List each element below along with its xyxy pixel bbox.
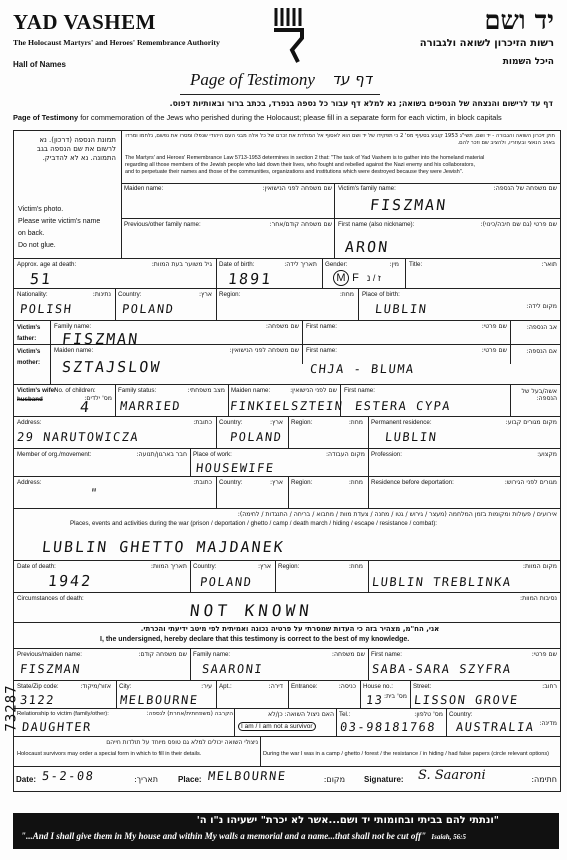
label-first-name-heb: שם פרטי (גם שם חיבה/כינוי): (480, 221, 557, 228)
div-zip (116, 680, 117, 708)
value-address-2: " (89, 486, 100, 500)
label-state-zip-heb: אזור/מיקוד: (80, 683, 111, 690)
label-tel: Tel.: (339, 711, 351, 718)
form-title: Page of Testimony (190, 70, 315, 89)
label-wife-b: husband (17, 396, 43, 403)
value-places: LUBLIN GHETTO MAJDANEK (41, 538, 286, 556)
div-house (410, 680, 411, 708)
label-pob-heb: מקום לידה: (526, 303, 557, 310)
label-pob: Place of birth: (362, 291, 400, 298)
label-relationship: Relationship to victim (family/other): (17, 711, 109, 717)
value-relation: DAUGHTER (21, 720, 93, 734)
value-work: HOUSEWIFE (195, 461, 276, 475)
label-places-heb: אירועים / פעולות ומקומות בזמן המלחמה (מעצר / גירוש / גטו / מחנה / צעדת מוות / מחבוא / בריחה / התנגדות / לחימה): (237, 511, 557, 518)
value-pob: LUBLIN (374, 302, 429, 316)
label-sub-first-heb: שם פרטי: (531, 651, 557, 658)
label-address: Address: (17, 419, 42, 426)
label-dob-heb: תאריך לידה: (284, 261, 317, 268)
value-spouse-maiden: FINKIELSZTEIN (229, 399, 345, 413)
label-dod-heb: תאריך המוות: (150, 563, 187, 570)
label-signature-heb: חתימה: (531, 775, 557, 784)
rule-3 (13, 258, 560, 259)
div-1 (334, 183, 335, 258)
div-addr2 (216, 476, 217, 508)
label-mother-maiden: Maiden name: (54, 347, 94, 354)
label-mother-heb: אם הנספה: (526, 348, 557, 355)
label-children: No. of children: (54, 387, 96, 394)
div-addr (216, 416, 217, 448)
rule-13 (13, 592, 560, 593)
div-note (260, 736, 261, 766)
title-underline (180, 94, 380, 95)
value-sub-family: SAARONI (201, 662, 264, 676)
div-region (358, 288, 359, 320)
label-first-name: First name (also nickname): (338, 221, 415, 228)
rule-9 (13, 448, 560, 449)
label-children-heb: מס' ילדים: (84, 395, 112, 402)
label-city: City: (119, 683, 132, 690)
div-tel (446, 708, 447, 736)
label-profession-heb: מקצוע: (537, 451, 557, 458)
div-nat (115, 288, 116, 320)
gender-m-circled[interactable]: M (333, 270, 349, 286)
label-spouse-heb: אשה/בעל של הנספה: (521, 388, 557, 402)
label-addr-region: Region: (291, 419, 313, 426)
label-sub-prev: Previous/maiden name: (17, 651, 83, 658)
label-prev-name: Previous/other family name: (124, 221, 201, 228)
label-country: Country: (118, 291, 142, 298)
rule-6 (13, 344, 560, 345)
rule-7 (13, 384, 560, 385)
label-city-heb: עיר: (201, 683, 212, 690)
label-maiden-name-heb: שם משפחה לפני הנישואין: (262, 185, 332, 192)
survivor-note: Holocaust survivors may order a special form in which to fill in their details. (17, 751, 202, 757)
label-house-no-heb: מס' בית: (384, 693, 407, 700)
label-father-family: Family name: (54, 323, 92, 330)
label-country-2: Country: (449, 711, 473, 718)
div-dod (190, 560, 191, 592)
rule-5 (13, 320, 560, 321)
label-perm-res: Permanent residence: (371, 419, 432, 426)
label-mother-first-heb: שם פרטי: (481, 347, 507, 354)
label-entrance: Entrance: (291, 683, 318, 690)
quote-banner (13, 813, 559, 849)
div-gender (405, 258, 406, 288)
value-nationality: POLISH (19, 302, 74, 316)
label-father-b: father: (17, 335, 37, 342)
survivor-option[interactable] (238, 722, 316, 731)
label-prev-name-heb: שם משפחה קודם/אחר: (269, 221, 332, 228)
div-city (216, 680, 217, 708)
label-addr2-region-heb: מחוז: (348, 479, 363, 486)
heb-org-subtitle: רשות הזיכרון לשואה ולגבורה (419, 38, 554, 49)
banner-ref: Isaiah, 56:5 (431, 833, 467, 841)
photo-l3: on back. (18, 230, 45, 237)
label-spouse-first: First name: (344, 387, 375, 394)
law-en-2: regarding all those members of the Jewish people who laid down their lives, who fought and rebelled against the Nazi enemy and his collaborators, (125, 162, 475, 168)
value-first-name: ARON (344, 238, 391, 256)
label-approx-age: Approx. age at death: (17, 261, 77, 268)
div-dod-country (275, 560, 276, 592)
label-profession: Profession: (371, 451, 402, 458)
div-father-first (302, 320, 303, 364)
label-region-heb: מחוז: (339, 291, 354, 298)
heb-org-name: יד ושם (484, 6, 554, 36)
label-country-heb: ארץ: (198, 291, 212, 298)
label-addr-country-heb: ארץ: (269, 419, 283, 426)
div-entr (360, 680, 361, 708)
label-entrance-heb: כניסה: (338, 683, 356, 690)
rule-8 (13, 416, 560, 417)
label-nationality-heb: נתינות: (92, 291, 111, 298)
value-tel: 03-98181768 (339, 720, 437, 734)
rule-18 (13, 736, 560, 737)
label-tel-heb: מס' טלפון: (414, 711, 443, 718)
value-circ: NOT KNOWN (189, 601, 314, 620)
label-apt-heb: דירה: (268, 683, 283, 690)
label-place: Place: (178, 775, 202, 784)
value-zip: 3122 (19, 693, 56, 707)
rule-2 (121, 218, 560, 219)
yad-vashem-logo-icon (268, 4, 308, 66)
label-place-heb: מקום: (323, 775, 345, 784)
rule-4 (13, 288, 560, 289)
value-place: MELBOURNE (207, 769, 288, 783)
rule-12 (13, 560, 560, 561)
label-address-2: Address: (17, 479, 42, 486)
label-approx-age-heb: גיל משוער בעת המוות: (151, 261, 212, 268)
label-father-family-heb: שם משפחה: (265, 323, 299, 330)
label-father-a: Victim's (17, 324, 41, 331)
div-country (216, 288, 217, 320)
rule-17 (13, 708, 560, 709)
value-dod: 1942 (47, 572, 94, 590)
rule-19 (13, 766, 560, 767)
label-sub-prev-heb: שם משפחה קודם: (138, 651, 187, 658)
survivor-text: I am / I am not a survivor (241, 723, 313, 730)
value-date: 5-2-08 (41, 769, 96, 783)
label-sub-family: Family name: (193, 651, 231, 658)
rule-1 (121, 183, 560, 184)
label-dod-country: Country: (193, 563, 217, 570)
label-pod-heb: מקום המוות: (522, 563, 557, 570)
banner-heb: "ונתתי להם בביתי ובחומותי יד ושם...אשר לא יכרת" ישעיהו נ"ו ה' (196, 815, 499, 826)
label-nationality: Nationality: (17, 291, 48, 298)
label-apt: Apt.: (219, 683, 232, 690)
label-circ-heb: נסיבות המוות: (520, 595, 557, 602)
label-sub-family-heb: שם משפחה: (331, 651, 365, 658)
label-wife-a: Victim's wife/ (17, 387, 56, 394)
value-age: 51 (29, 270, 54, 288)
declare-en: I, the undersigned, hereby declare that this testimony is correct to the best of my knowledge. (100, 636, 410, 643)
law-en-1: The Martyrs' and Heroes' Remembrance Law 5713-1953 determines in section 2 that: "The task of Yad Vashem is to gather into the homeland material (125, 155, 485, 161)
label-family-status: Family status: (118, 387, 157, 394)
rule-16 (13, 680, 560, 681)
label-relationship-heb: הקרבה (משפחתית/אחרת) לנספה: (146, 711, 233, 717)
label-work-heb: מקום העבודה: (325, 451, 365, 458)
label-title: Title: (409, 261, 423, 268)
declare-heb: אני, הח"מ, מצהיר בזה כי העדות שמסרתי על פרטיה נכונה ואמיתית לפי מיטב ידיעתי והכרתי. (140, 625, 440, 633)
label-sub-first: First name: (371, 651, 402, 658)
label-mother-b: mother: (17, 359, 41, 366)
label-father-heb: אב הנספה: (526, 324, 557, 331)
label-perm-res-heb: מקום מגורים קבוע: (505, 419, 557, 426)
gender-heb-options: ז / נ (366, 273, 381, 283)
intro-heb: דף עד לרישום והנצחה של הנספים בשואה; נא למלא דף עבור כל נספה בנפרד, בכתב ברור ובאותיות דפוס. (169, 99, 553, 108)
form-title-heb: דף עד (331, 70, 372, 88)
label-street-heb: רחוב: (542, 683, 557, 690)
value-dod-country: POLAND (199, 575, 254, 589)
div-work (368, 448, 369, 476)
label-addr2-country: Country: (219, 479, 243, 486)
intro-en (13, 113, 502, 122)
label-victim-family-heb: שם משפחה של הנספה: (493, 185, 557, 192)
label-gender-heb: מין: (389, 261, 399, 268)
label-mother-a: Victim's (17, 348, 41, 355)
label-address-2-heb: כתובת: (193, 479, 212, 486)
law-heb: חוק זיכרון השואה והגבורה - יד ושם, תשי"ג 1953 קובע בסעיף מס' 2 כי תפקידו של יד ושם הוא לאסוף אל המולדת את זכרם של כל אלה מבני העם היהודי שנפלו ומסרו את נפשם, נלחמו ומרדו באויב הנאצי ובעוזריו, ולהציב שם וזכר להם. (125, 133, 555, 146)
banner-en (21, 831, 466, 841)
label-gender: Gender: (325, 261, 348, 268)
label-dod-region: Region: (278, 563, 300, 570)
photo-divider (121, 131, 122, 258)
label-date: Date: (16, 775, 37, 784)
label-survivor-heb: האם ניצול השואה: כן/לא (268, 711, 334, 718)
label-father-first-heb: שם פרטי: (481, 323, 507, 330)
div-father (50, 320, 51, 384)
value-mother-first: CHJA - BLUMA (309, 362, 416, 376)
label-dod-region-heb: מחוז: (348, 563, 363, 570)
div-addr2-res (368, 476, 369, 508)
div-sub1 (190, 648, 191, 680)
gender-f[interactable]: F (352, 272, 359, 284)
label-circ: Circumstances of death: (17, 595, 84, 602)
value-addr-country: POLAND (229, 430, 284, 444)
label-dob: Date of birth: (219, 261, 255, 268)
label-addr2-country-heb: ארץ: (269, 479, 283, 486)
value-sub-prev: FISZMAN (19, 662, 82, 676)
label-victim-family: Victim's family name: (338, 185, 396, 192)
value-sub-country: AUSTRALIA (455, 720, 536, 734)
label-maiden-name: Maiden name: (124, 185, 164, 192)
photo-l4: Do not glue. (18, 242, 56, 249)
gender-options (333, 270, 381, 286)
label-dod: Date of death: (17, 563, 56, 570)
label-addr2-region: Region: (291, 479, 313, 486)
value-signature: S. Saaroni (418, 768, 486, 783)
value-dob: 1891 (227, 270, 274, 288)
value-family-name: FISZMAN (369, 196, 449, 214)
value-pod: LUBLIN TREBLINKA (371, 575, 513, 589)
label-house-no: House no.: (363, 683, 393, 690)
value-address: 29 NARUTOWICZA (16, 430, 140, 444)
value-city: MELBOURNE (119, 693, 200, 707)
label-spouse-maiden-heb: שם לפני הנישואין: (290, 387, 337, 394)
intro-en-bold: Page of Testimony (13, 113, 79, 122)
value-mother-maiden: SZTAJSLOW (61, 358, 163, 376)
label-state-zip: State/Zip code: (17, 683, 59, 690)
label-mother-first: First name: (306, 347, 337, 354)
value-spouse-first: ESTERA CYPA (354, 399, 452, 413)
label-addr-region-heb: מחוז: (348, 419, 363, 426)
value-children: 4 (79, 398, 92, 416)
label-family-status-heb: מצב משפחתי: (187, 387, 225, 394)
div-surv (336, 708, 337, 736)
rule-11 (13, 508, 560, 509)
law-en-3: and to perpetuate their names and those of the communities, organizations and institutions which were destroyed because they were Jewish". (125, 169, 464, 175)
div-rel (234, 708, 235, 736)
rule-15 (13, 648, 560, 649)
label-addr-country: Country: (219, 419, 243, 426)
div-addr-region (288, 416, 289, 448)
label-res-before: Residence before deportation: (371, 479, 454, 486)
org-subtitle: The Holocaust Martyrs' and Heroes' Remembrance Authority (13, 38, 220, 47)
label-street: Street: (413, 683, 432, 690)
heb-hall: היכל השמות (502, 57, 554, 67)
during-war: During the war I was in a camp / ghetto / forest / the resistance / in hiding / had false papers (circle relevant options) (263, 751, 550, 757)
label-member: Member of org./movement: (17, 451, 92, 458)
div-dod-region (368, 560, 369, 592)
label-signature: Signature: (364, 775, 404, 784)
div-apt (288, 680, 289, 708)
value-house-no: 13 (365, 693, 385, 707)
org-name: YAD VASHEM (13, 10, 156, 34)
banner-en-text: "...And I shall give them in My house and within My walls a memorial and a name...that shall not be cut off" (21, 831, 427, 841)
label-country-2-heb: מדינה: (539, 720, 557, 727)
photo-l2: Please write victim's name (18, 218, 101, 225)
div-member (190, 448, 191, 476)
rule-10 (13, 476, 560, 477)
value-street: LISSON GROVE (413, 693, 520, 707)
hall-of-names: Hall of Names (13, 60, 66, 69)
rule-14 (13, 622, 560, 623)
intro-en-text: for commemoration of the Jews who perished during the Holocaust; please fill in a separate form for each victim, in block capitals (80, 113, 502, 122)
photo-heb: תמונת הנספה (דרכון). נא לרשום את שם הנספה בגב התמונה. נא לא להדביק. (36, 136, 116, 162)
label-dod-country-heb: ארץ: (257, 563, 271, 570)
div-dob (322, 258, 323, 288)
div-age (216, 258, 217, 288)
label-work: Place of work: (193, 451, 232, 458)
div-sub2 (368, 648, 369, 680)
side-number: 73287 (3, 684, 20, 732)
label-address-heb: כתובת: (193, 419, 212, 426)
label-region: Region: (219, 291, 241, 298)
survivor-note-heb: ניצולי השואה יכולים למלא גם טופס מיוחד על תולדות חייהם (106, 739, 258, 746)
value-perm-res: LUBLIN (384, 430, 439, 444)
value-sub-first: SABA-SARA SZYFRA (371, 662, 513, 676)
label-date-heb: תאריך: (134, 775, 158, 784)
div-addr-perm (368, 416, 369, 448)
label-member-heb: חבר בארגון/תנועה: (136, 451, 187, 458)
div-addr2-region (288, 476, 289, 508)
photo-l1: Victim's photo. (18, 206, 64, 213)
value-family-status: MARRIED (119, 399, 182, 413)
label-mother-maiden-heb: שם משפחה לפני הנישואין: (229, 347, 299, 354)
label-father-first: First name: (306, 323, 337, 330)
div-children (115, 384, 116, 416)
label-places: Places, events and activities during the war (prison / deportation / ghetto / camp / death march / hiding / escape / resistance / combat): (70, 520, 437, 527)
value-father-family: FISZMAN (61, 330, 141, 348)
label-spouse-maiden: Maiden name: (231, 387, 271, 394)
label-res-before-heb: מגורים לפני הגירוש: (504, 479, 557, 486)
value-country: POLAND (121, 302, 176, 316)
label-title-heb: תואר: (541, 261, 557, 268)
